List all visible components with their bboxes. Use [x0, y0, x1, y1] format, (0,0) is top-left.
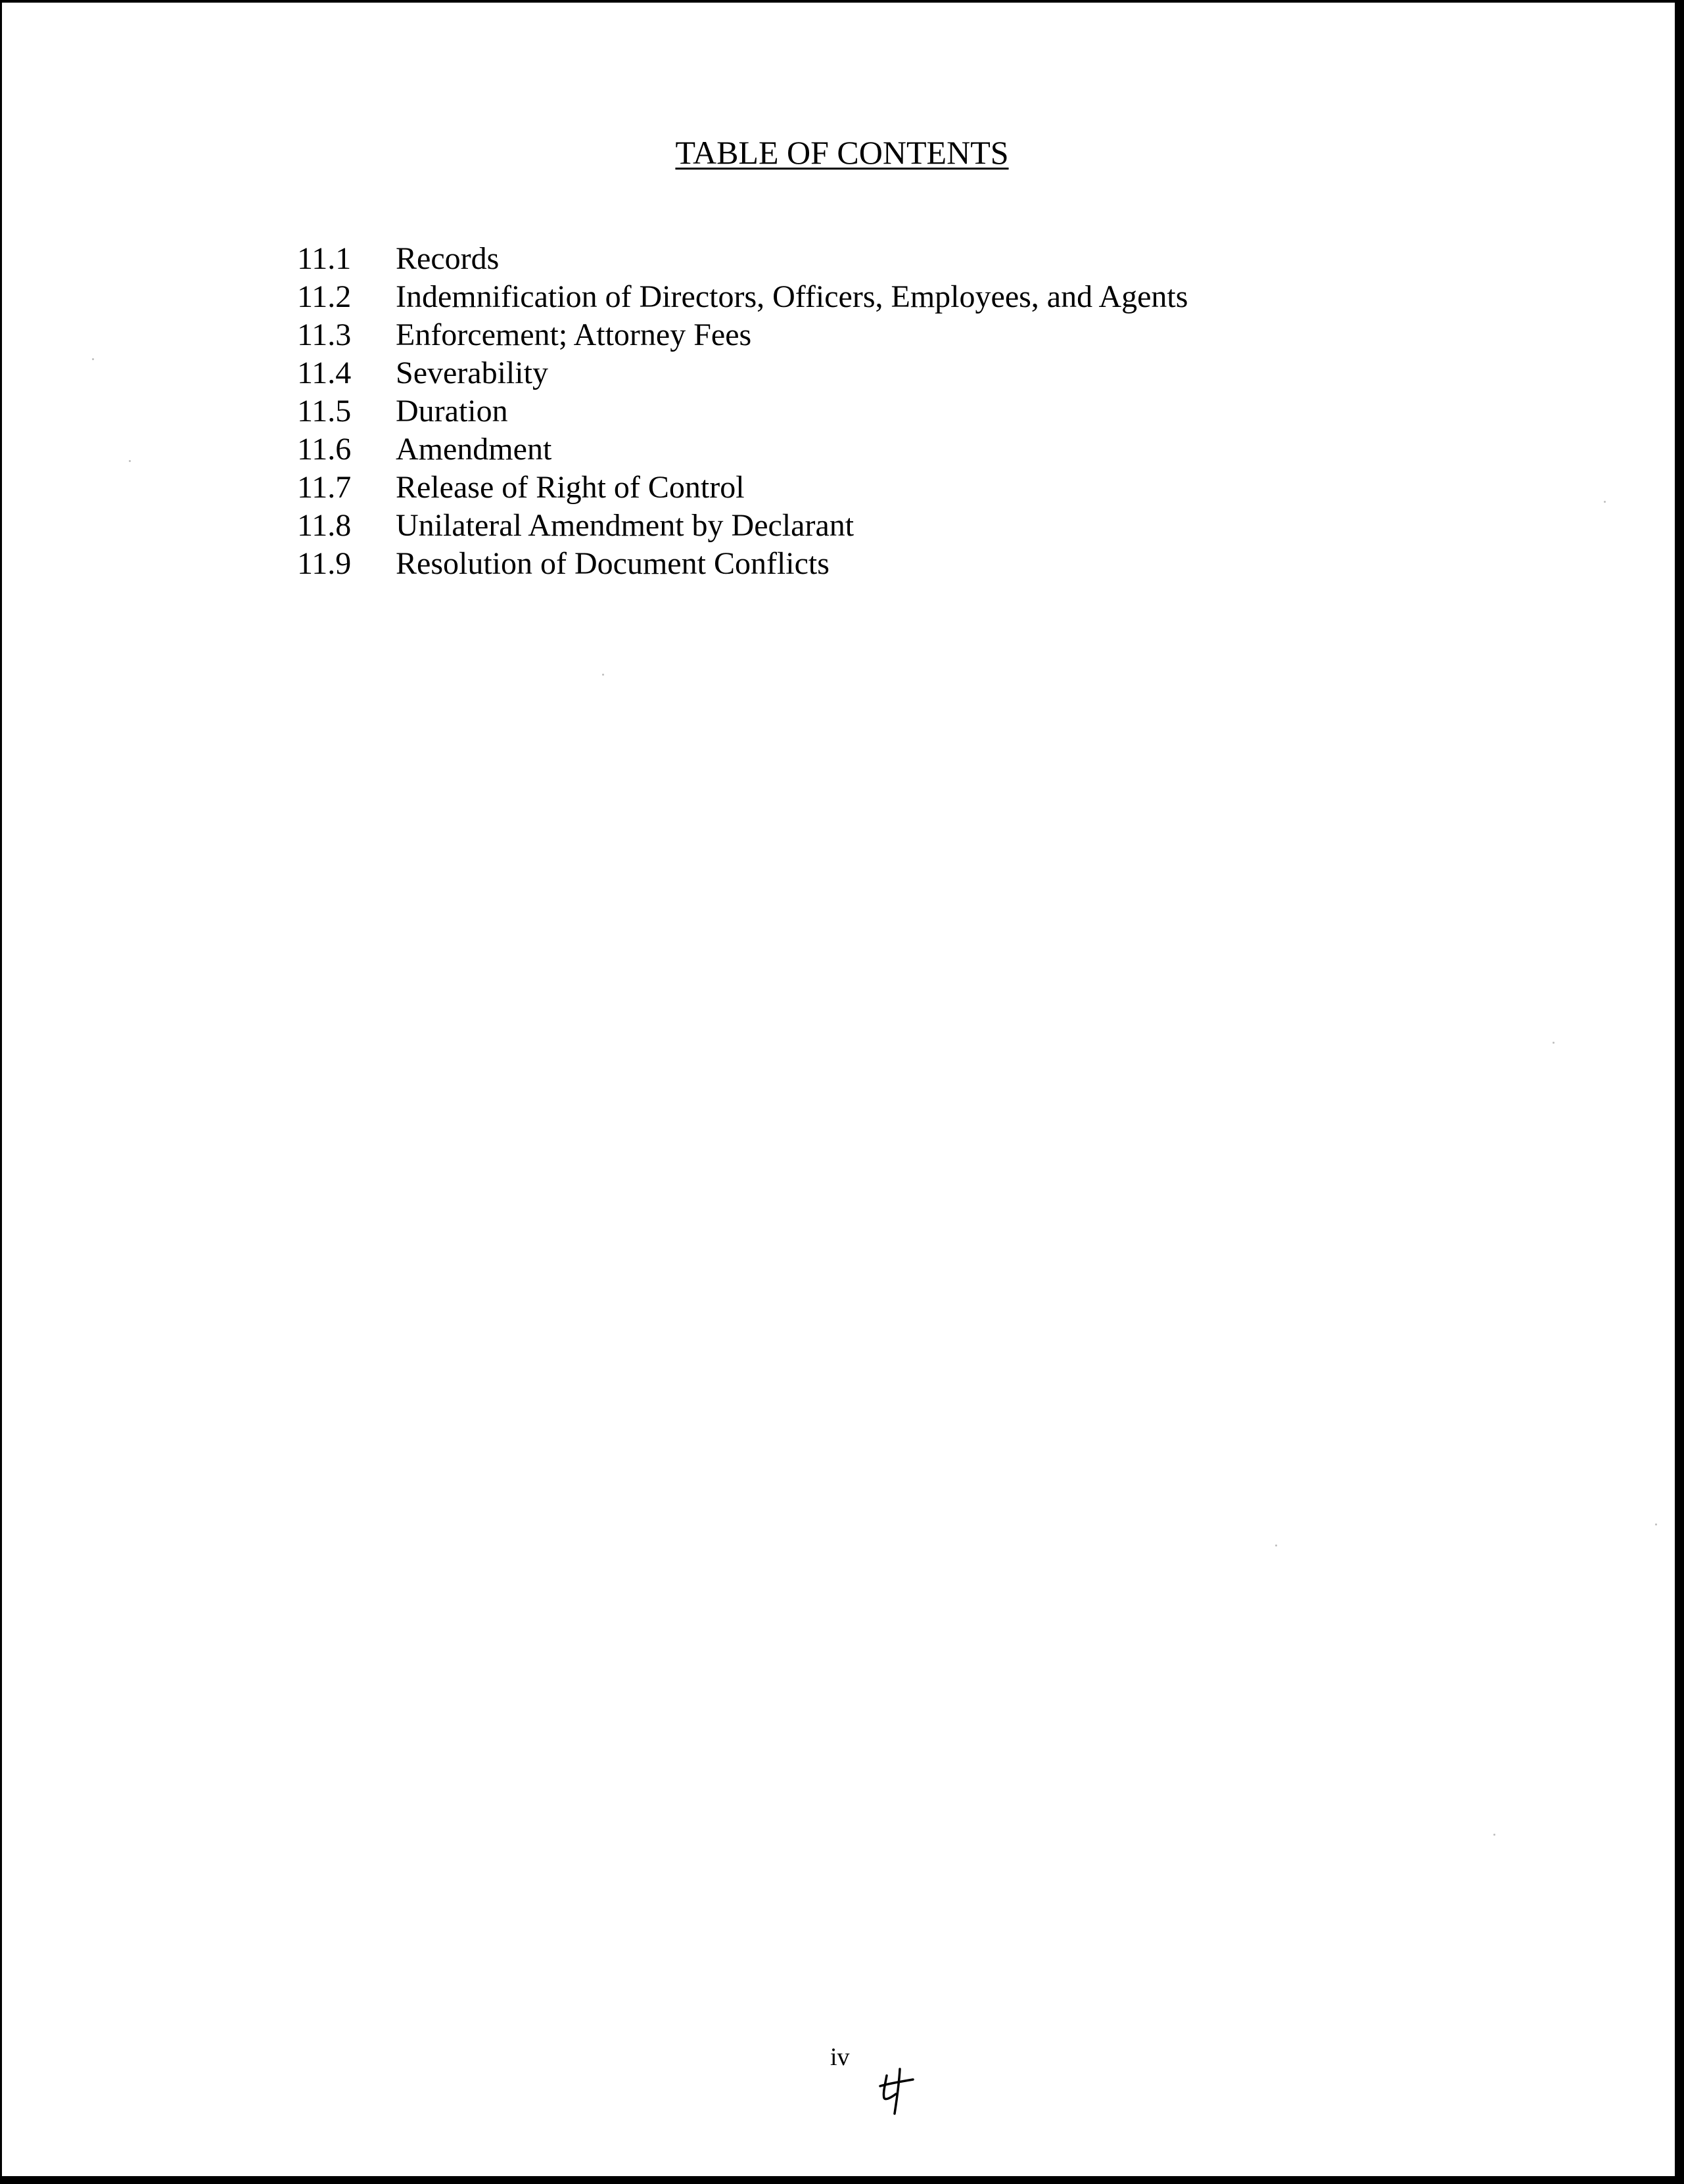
toc-entry-label: Amendment [396, 432, 552, 467]
toc-entry-label: Records [396, 241, 500, 276]
toc-entry-label: Severability [396, 356, 548, 390]
toc-entry-number: 11.2 [297, 279, 352, 314]
toc-entry-11-8 [297, 507, 1188, 545]
toc-entry-number: 11.5 [297, 394, 352, 429]
toc-entry-number: 11.4 [297, 356, 352, 390]
page-number: iv [830, 2043, 850, 2071]
toc-entry-number: 11.8 [297, 508, 352, 543]
toc-entry-number: 11.3 [297, 317, 352, 352]
toc-entry-11-6 [297, 430, 1188, 469]
toc-entry-label: Resolution of Document Conflicts [396, 546, 830, 581]
toc-entry-label: Duration [396, 394, 508, 429]
toc-entry-label: Indemnification of Directors, Officers, Employees, and Agents [396, 279, 1188, 314]
toc-entry-11-1 [297, 240, 1188, 278]
scan-speck [1493, 1834, 1495, 1836]
toc-entry-label: Release of Right of Control [396, 470, 745, 505]
toc-entry-number: 11.7 [297, 470, 352, 505]
toc-entry-label: Unilateral Amendment by Declarant [396, 508, 854, 543]
toc-entry-11-5 [297, 392, 1188, 430]
scan-speck [602, 674, 604, 676]
toc-entry-11-2 [297, 278, 1188, 316]
handwritten-number-icon [877, 2064, 917, 2116]
toc-entry-11-9 [297, 545, 1188, 583]
toc-entry-number: 11.6 [297, 432, 352, 467]
toc-entry-11-7 [297, 469, 1188, 507]
scan-speck [1275, 1545, 1277, 1546]
toc-entry-11-3 [297, 316, 1188, 354]
page-title: TABLE OF CONTENTS [675, 134, 1009, 171]
scan-speck [1553, 1042, 1555, 1044]
toc-entry-number: 11.1 [297, 241, 352, 276]
scan-speck [92, 358, 94, 360]
toc-entry-11-4 [297, 354, 1188, 392]
toc-entry-label: Enforcement; Attorney Fees [396, 317, 752, 352]
scan-speck [1604, 501, 1606, 503]
scan-speck [129, 460, 131, 462]
toc-entry-number: 11.9 [297, 546, 352, 581]
table-of-contents-list [297, 240, 1188, 583]
scan-speck [1655, 1523, 1657, 1525]
